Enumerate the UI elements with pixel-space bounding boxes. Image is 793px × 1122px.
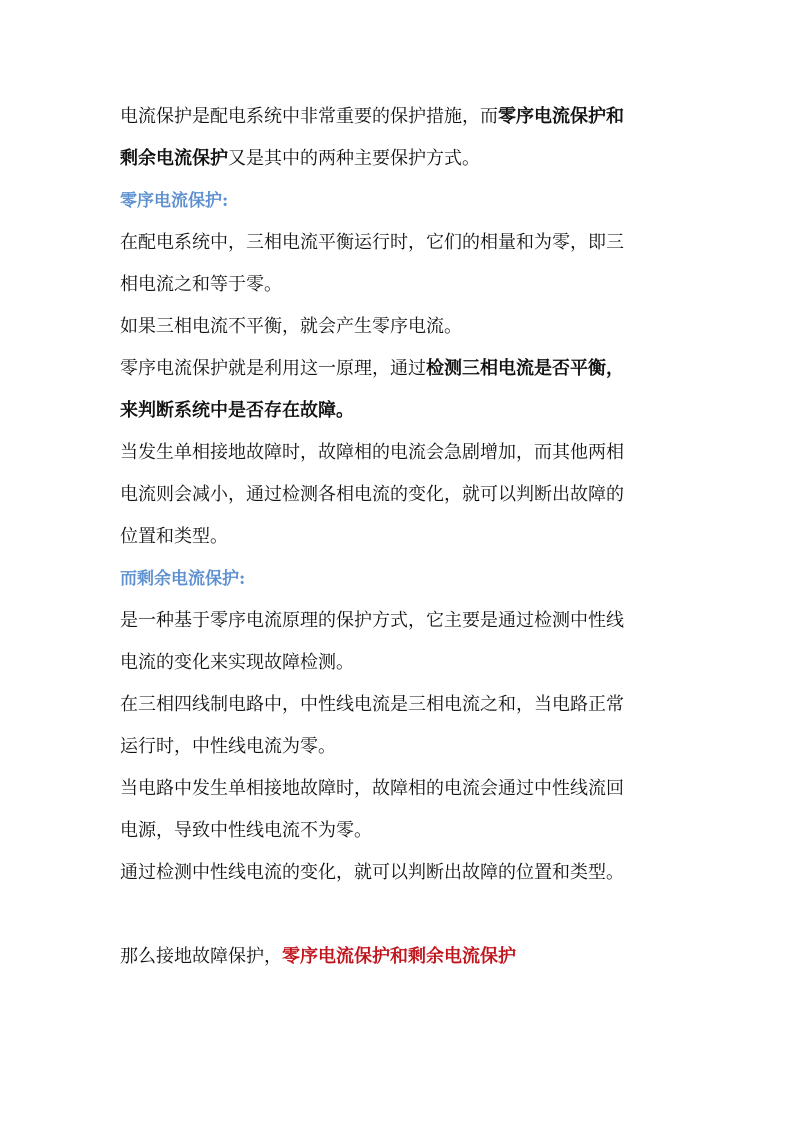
zero-sequence-heading: 零序电流保护:	[120, 191, 229, 211]
closing-line	[120, 946, 680, 968]
intro-text: 电流保护是配电系统中非常重要的保护措施，而	[120, 106, 498, 127]
zero-seq-paragraph-2: 如果三相电流不平衡，就会产生零序电流。	[120, 316, 462, 337]
intro-text: 又是其中的两种主要保护方式。	[228, 148, 480, 169]
zero-seq-paragraph-4-line-3: 位置和类型。	[120, 526, 228, 547]
closing-red-emphasis: 零序电流保护和剩余电流保护	[282, 946, 516, 967]
zero-seq-paragraph-1-line-1: 在配电系统中，三相电流平衡运行时，它们的相量和为零，即三	[120, 232, 624, 253]
residual-paragraph-1-line-2: 电流的变化来实现故障检测。	[120, 652, 354, 673]
residual-paragraph-3-line-2: 电源，导致中性线电流不为零。	[120, 820, 372, 841]
residual-paragraph-3-line-1: 当电路中发生单相接地故障时，故障相的电流会通过中性线流回	[120, 778, 624, 799]
zero-seq-paragraph-4-line-1: 当发生单相接地故障时，故障相的电流会急剧增加，而其他两相	[120, 442, 624, 463]
paragraph-emphasis: 检测三相电流是否平衡，	[426, 358, 624, 379]
residual-paragraph-1-line-1: 是一种基于零序电流原理的保护方式，它主要是通过检测中性线	[120, 610, 624, 631]
intro-emphasis: 零序电流保护和	[498, 106, 624, 127]
residual-current-heading: 而剩余电流保护:	[120, 569, 246, 589]
residual-paragraph-2-line-1: 在三相四线制电路中，中性线电流是三相电流之和，当电路正常	[120, 694, 624, 715]
intro-line-2	[120, 148, 680, 170]
zero-seq-paragraph-4-line-2: 电流则会减小，通过检测各相电流的变化，就可以判断出故障的	[120, 484, 624, 505]
zero-seq-paragraph-1-line-2: 相电流之和等于零。	[120, 274, 282, 295]
residual-paragraph-2-line-2: 运行时，中性线电流为零。	[120, 736, 336, 757]
paragraph-text: 零序电流保护就是利用这一原理，通过	[120, 358, 426, 379]
intro-emphasis: 剩余电流保护	[120, 148, 228, 169]
zero-seq-paragraph-3-line-2: 来判断系统中是否存在故障。	[120, 400, 354, 421]
intro-line-1	[120, 106, 680, 128]
residual-paragraph-4: 通过检测中性线电流的变化，就可以判断出故障的位置和类型。	[120, 862, 624, 883]
closing-text: 那么接地故障保护，	[120, 946, 282, 967]
zero-seq-paragraph-3-line-1	[120, 358, 680, 380]
